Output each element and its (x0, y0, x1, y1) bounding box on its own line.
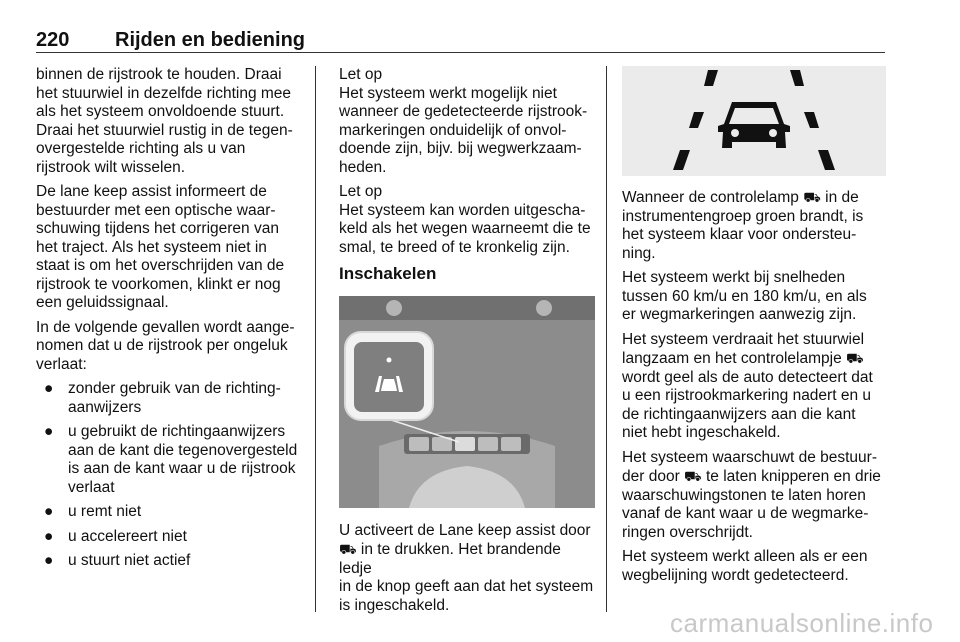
section-title: Rijden en bediening (115, 29, 306, 51)
watermark: carmanualsonline.info (670, 608, 934, 638)
subheading: Inschakelen (339, 264, 437, 283)
note-label: Let op (339, 66, 383, 83)
console-photo (339, 296, 595, 508)
note-label: Let op (339, 183, 383, 200)
note-block (339, 183, 594, 257)
bullet-list (36, 380, 306, 571)
bullet-icon: ● (44, 380, 54, 397)
paragraph: Het systeem werkt bij snelheden tussen 60 km/u en 180 km/u, en als er wegmarkeringen aanwezig zijn. (622, 269, 867, 323)
page-header (36, 30, 885, 53)
paragraph: Het systeem verdraait het stuurwiel langzaam en het controlelampje ⛟ wordt geel als de auto detecteert dat u een rijstrookmarkering nadert en u de richtingaanwijzers aan die kant niet hebt ingeschakeld. (622, 330, 873, 441)
paragraph: binnen de rijstrook te houden. Draai het stuurwiel in dezelfde richting mee als het systeem onvoldoende stuurt. Draai het stuurwiel rustig in de tegen- overgestelde richting als u van rijstrook wilt wisselen. (36, 66, 293, 176)
page-number: 220 (36, 29, 70, 51)
bullet-icon: ● (44, 527, 54, 545)
paragraph: De lane keep assist informeert de bestuurder met een optische waar- schuwing tijdens het corrigeren van het traject. Als het systeem niet in staat is om het overschrijden van de rijstrook te voorkomen, klinkt er nog een geluidssignaal. (36, 183, 285, 311)
column-right (622, 66, 888, 591)
list-item: ● zonder gebruik van de richting- aanwijzers (44, 380, 281, 416)
lane-keep-assist-icon (622, 66, 886, 176)
column-left (36, 66, 306, 577)
paragraph: In de volgende gevallen wordt aange- nomen dat u de rijstrook per ongeluk verlaat: (36, 318, 295, 373)
list-item: ● u accelereert niet (44, 527, 187, 545)
list-item: ● u gebruikt de richtingaanwijzers aan de kant die tegenovergesteld is aan de kant waar u de rijstrook verlaat (44, 423, 298, 496)
column-divider (606, 66, 607, 612)
lane-keep-assist-icon: ⛟ (803, 189, 821, 205)
bullet-icon: ● (44, 503, 54, 520)
lane-keep-assist-icon: ⛟ (684, 468, 702, 484)
paragraph: Het systeem waarschuwt de bestuur- der door ⛟ te laten knipperen en drie waarschuwingstonen te laten horen vanaf de kant waar u de wegmarke- ringen overschrijdt. (622, 448, 881, 541)
column-middle (339, 66, 594, 621)
lane-keep-assist-icon: ⛟ (846, 350, 864, 366)
list-item: ● u stuurt niet actief (44, 552, 191, 569)
paragraph: U activeert de Lane keep assist door ⛟ in te drukken. Het brandende ledje in de knop geeft aan dat het systeem is ingeschakeld. (339, 521, 594, 614)
lane-keep-assist-icon: ⛟ (339, 541, 357, 557)
paragraph: Wanneer de controlelamp ⛟ in de instrumentengroep groen brandt, is het systeem klaar voor ondersteu- ning. (622, 189, 864, 262)
paragraph: Het systeem werkt alleen als er een wegbelijning wordt gedetecteerd. (622, 548, 868, 584)
note-text: Het systeem werkt mogelijk niet wanneer de gedetecteerde rijstrook- markeringen onduidelijk of onvol- doende zijn, bijv. bij wegwerkzaam- heden. (339, 84, 588, 176)
bullet-icon: ● (44, 423, 54, 440)
list-item: ● u remt niet (44, 503, 142, 520)
note-block (339, 66, 594, 177)
column-divider (315, 66, 316, 612)
bullet-icon: ● (44, 552, 54, 569)
note-text: Het systeem kan worden uitgescha- keld als het wegen waarneemt die te smal, te breed of te kronkelig zijn. (339, 201, 591, 256)
